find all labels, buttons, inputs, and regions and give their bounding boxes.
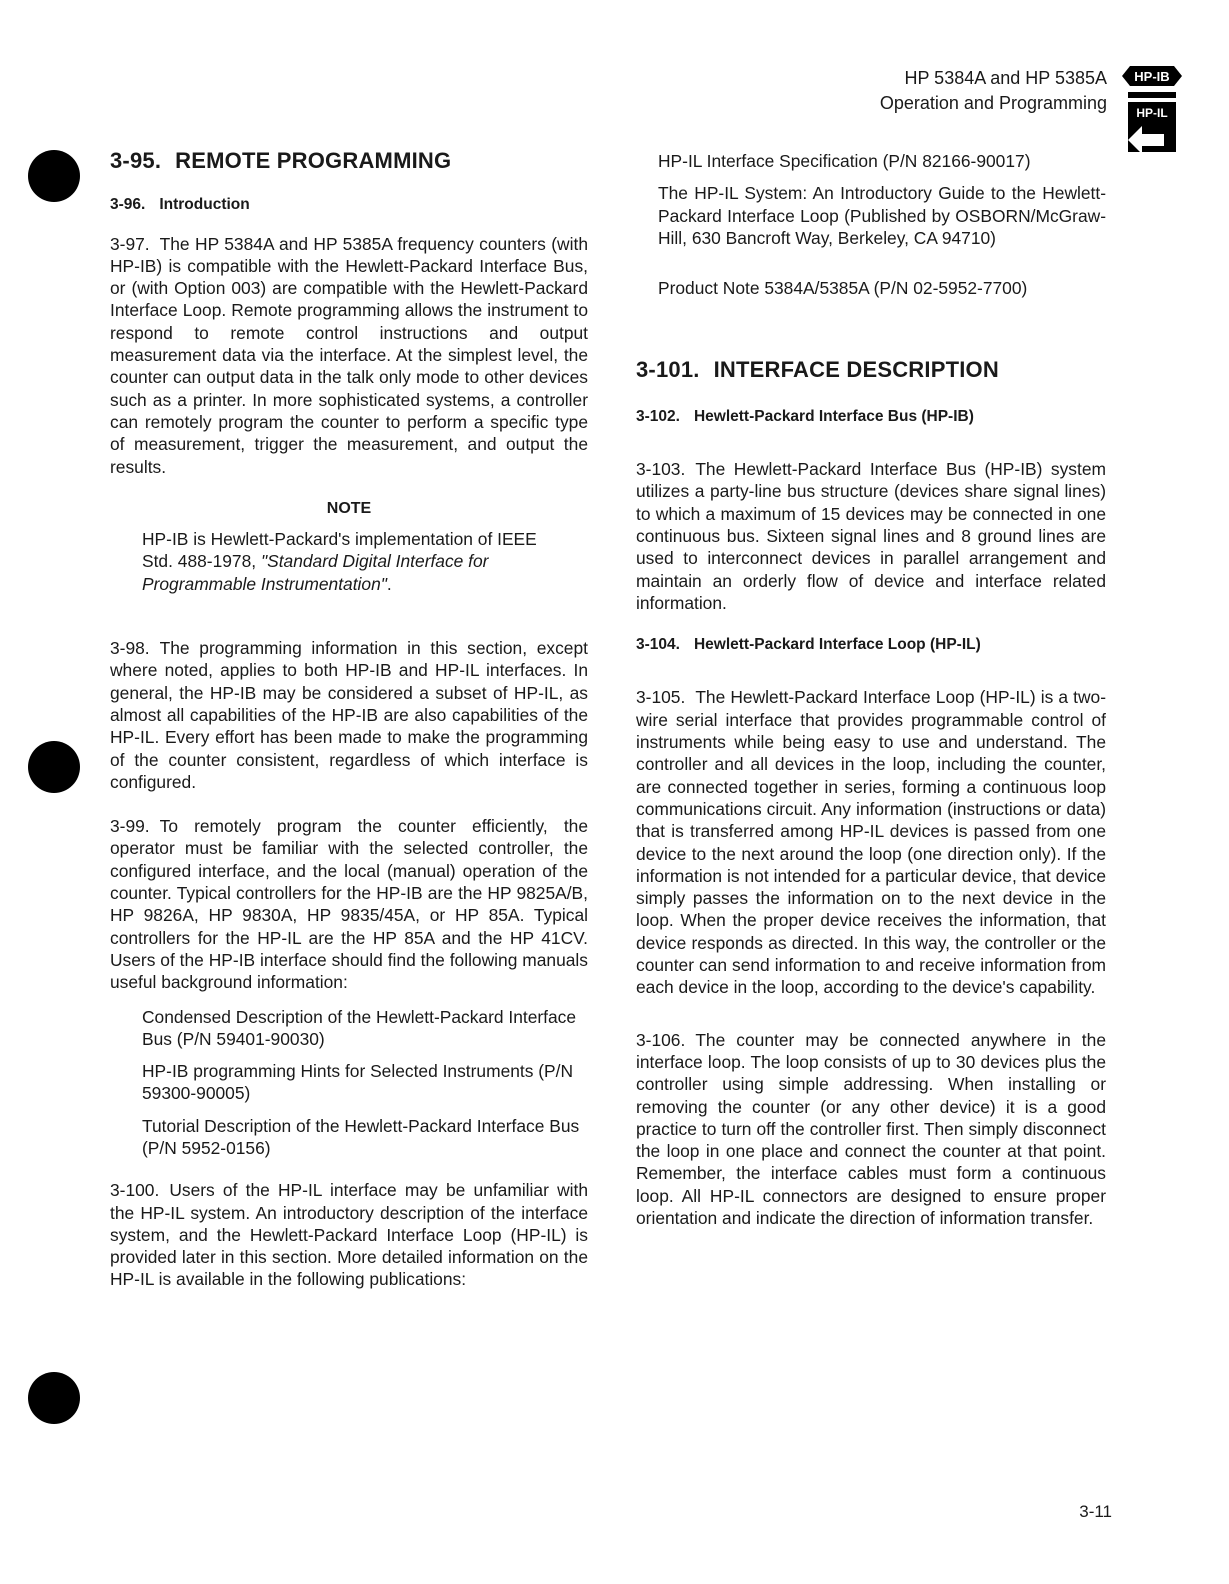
subsection-heading-introduction: [110, 194, 588, 216]
paragraph-text: The HP 5384A and HP 5385A frequency counters (with HP-IB) is compatible with the Hewlett-Packard Interface Bus, or (with Option 003) are compatible with the Hewlett-Packard Interface Loop. Remote programming allows the instrument to respond to remote control instructions and output measurement data via the interface. At the simplest level, the counter can output data in the talk only mode to other devices such as a printer. In more sophisticated systems, a controller can remotely program the counter to perform a specific type of measurement, trigger the measurement, and output the results.: [110, 233, 588, 477]
header-line-2: Operation and Programming: [879, 93, 1107, 113]
note-end: .: [386, 573, 392, 594]
paragraph-text: The Hewlett-Packard Interface Loop (HP-IL) is a two-wire serial interface that provides programmable control of instruments while being easy to use and understand. The controller and all devices in the loop, including the counter, are connected together in series, forming a continuous loop communications circuit. Any information (instructions or data) that is transferred among HP-IL devices is passed from one device to the next around the loop (one direction only). If the information is not intended for a particular device, that device simply passes the information on to the next device in the loop. When the proper device receives the information, that device responds as directed. In this way, the controller or the counter can send information to and receive information from each device in the loop, according to the device's capability.: [636, 687, 1106, 998]
note-italic-title: "Standard Digital Interface for Programmable Instrumentation": [142, 551, 489, 594]
subsection-heading-hp-il: [636, 634, 1106, 656]
reference-item: Condensed Description of the Hewlett-Packard Interface Bus (P/N 59401-90030): [142, 1006, 577, 1049]
left-column: [110, 150, 588, 1291]
page-number: 3-11: [1079, 1502, 1112, 1521]
note-text: HP-IB is Hewlett-Packard's implementation of IEEE Std. 488-1978,: [142, 529, 537, 572]
paragraph-number: 3-103.: [636, 459, 686, 480]
badge-top-label: HP-IB: [1134, 69, 1170, 84]
subsection-number: 3-102.: [636, 407, 680, 425]
paragraph-number: 3-99.: [110, 816, 150, 837]
paragraph-text: The Hewlett-Packard Interface Bus (HP-IB) system utilizes a party-line bus structure (devices share signal lines) to which a maximum of 15 devices may be connected in one continuous bus. Sixteen signal lines and 8 ground lines are used to interconnect devices in parallel arrangement and maintain an orderly flow of device and interface related information.: [636, 459, 1106, 613]
badge-bottom-label: HP-IL: [1136, 106, 1168, 120]
paragraph-number: 3-97.: [110, 233, 150, 254]
section-title: REMOTE PROGRAMMING: [175, 148, 452, 173]
binder-hole-top: [28, 150, 80, 202]
header-line-1: HP 5384A and HP 5385A: [904, 68, 1107, 88]
subsection-title: Hewlett-Packard Interface Bus (HP-IB): [693, 407, 974, 425]
section-title: INTERFACE DESCRIPTION: [713, 357, 999, 383]
paragraph-number: 3-100.: [110, 1180, 160, 1201]
paragraph-text: The programming information in this section, except where noted, applies to both HP-IB and HP-IL interfaces. In general, the HP-IB may be considered a subset of HP-IL, as almost all capabilities of the HP-IB are also capabilities of the HP-IL. Every effort has been made to make the programming of the counter consistent, regardless of which interface is configured.: [110, 638, 588, 792]
subsection-number: 3-96.: [110, 196, 146, 214]
paragraph-number: 3-106.: [636, 1029, 686, 1050]
paragraph-3-106: [636, 1029, 1106, 1230]
paragraph-3-99: [110, 815, 588, 993]
section-heading-interface-description: [636, 359, 1106, 381]
paragraph-text: The counter may be connected anywhere in the interface loop. The loop consists of up to 30 devices plus the controller using simple addressing. When installing or removing the counter (or any other device) it is a good practice to turn off the controller first. Then simply disconnect the loop in one place and connect the counter at that point. Remember, the interface cables must form a continuous loop. All HP-IL connectors are designed to ensure proper orientation and indicate the direction of information transfer.: [636, 1029, 1106, 1228]
paragraph-3-98: [110, 637, 588, 793]
running-header: [880, 66, 1107, 116]
paragraph-number: 3-105.: [636, 687, 686, 708]
paragraph-3-100: [110, 1179, 588, 1290]
section-heading-remote-programming: [110, 150, 588, 172]
note-body: [110, 528, 588, 595]
section-number: 3-101.: [636, 357, 700, 383]
binder-hole-bottom: [28, 1372, 80, 1424]
note-title: NOTE: [326, 499, 372, 517]
subsection-number: 3-104.: [636, 636, 680, 654]
paragraph-text: Users of the HP-IL interface may be unfamiliar with the HP-IL system. An introductory description of the interface system, and the Hewlett-Packard Interface Loop (HP-IL) is provided later in this section. More detailed information on the HP-IL is available in the following publications:: [110, 1180, 588, 1290]
reference-item: HP-IL Interface Specification (P/N 82166-90017): [658, 151, 1031, 171]
subsection-title: Introduction: [159, 196, 250, 214]
reference-item: Product Note 5384A/5385A (P/N 02-5952-7700): [658, 278, 1028, 299]
reference-item: Tutorial Description of the Hewlett-Packard Interface Bus (P/N 5952-0156): [142, 1115, 580, 1158]
paragraph-text: To remotely program the counter efficiently, the operator must be familiar with the selected controller, the configured interface, and the local (manual) operation of the counter. Typical controllers for the HP-IB are the HP 9825A/B, HP 9826A, HP 9830A, HP 9835/45A, or HP 85A. Typical controllers for the HP-IL are the HP 85A and the HP 41CV. Users of the HP-IB interface should find the following manuals useful background information:: [110, 816, 588, 993]
reference-item: HP-IB programming Hints for Selected Instruments (P/N 59300-90005): [142, 1061, 574, 1104]
section-number: 3-95.: [110, 148, 162, 173]
paragraph-number: 3-98.: [110, 638, 150, 659]
paragraph-3-103: [636, 458, 1106, 614]
subsection-heading-hp-ib: [636, 406, 1106, 428]
right-column: [636, 150, 1106, 1229]
reference-item: The HP-IL System: An Introductory Guide to the Hewlett-Packard Interface Loop (Published by OSBORN/McGraw-Hill, 630 Bancroft Way, Berkeley, CA 94710): [658, 183, 1106, 248]
hp-ib-hp-il-badge-icon: [1120, 62, 1184, 158]
subsection-title: Hewlett-Packard Interface Loop (HP-IL): [693, 636, 981, 654]
binder-hole-middle: [28, 741, 80, 793]
paragraph-3-97: [110, 233, 588, 478]
paragraph-3-105: [636, 686, 1106, 998]
